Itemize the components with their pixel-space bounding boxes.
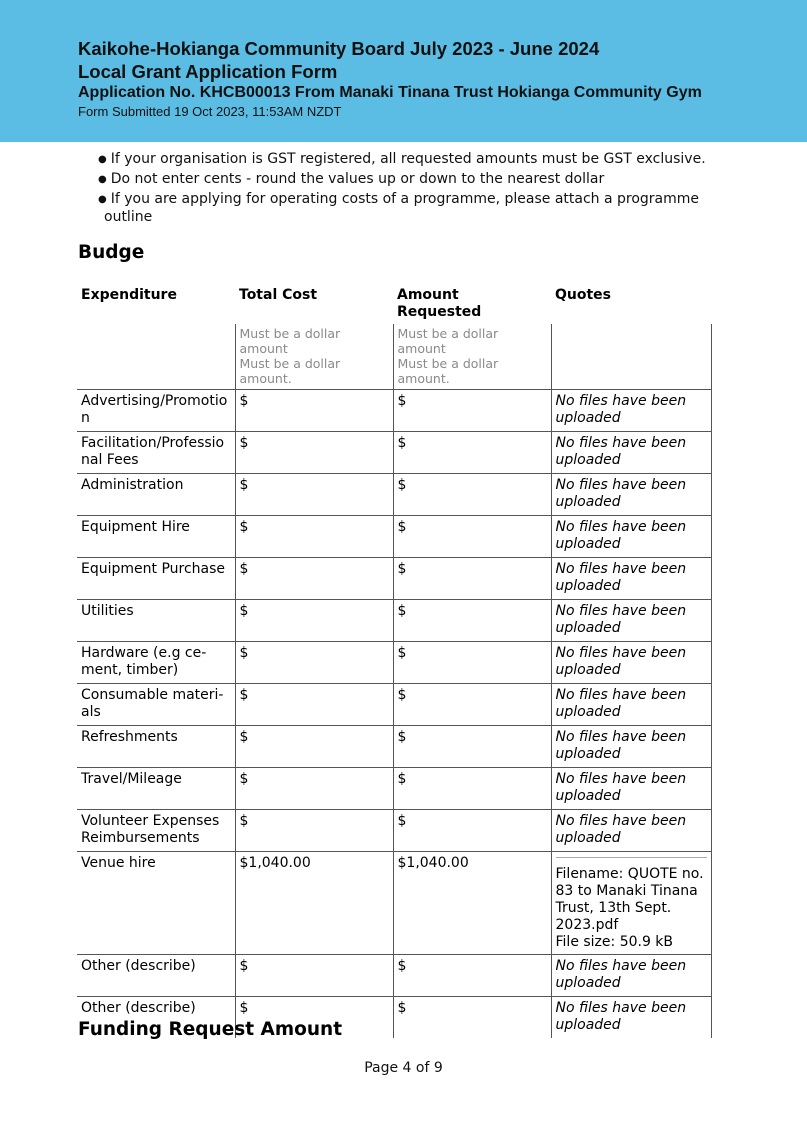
column-header-amount-requested: Amount Requested <box>397 287 482 320</box>
total-cost-cell: $ <box>235 684 393 726</box>
total-cost-cell: $ <box>235 726 393 768</box>
quotes-cell: No files have been uploaded <box>551 997 711 1039</box>
amount-requested-cell: $ <box>393 684 551 726</box>
quotes-cell: No files have been uploaded <box>551 955 711 997</box>
table-row <box>77 684 711 726</box>
table-row <box>77 390 711 432</box>
expenditure-cell: Equipment Hire <box>77 516 235 558</box>
instruction-item: ● Do not enter cents - round the values up or down to the nearest dollar <box>98 171 605 187</box>
total-cost-cell: $ <box>235 600 393 642</box>
expenditure-cell: Advertising/Promotion <box>77 390 235 432</box>
budget-heading: Budge <box>78 242 145 263</box>
expenditure-cell: Facilitation/Professional Fees <box>77 432 235 474</box>
form-header <box>0 0 807 142</box>
total-cost-cell: $ <box>235 955 393 997</box>
board-title: Kaikohe-Hokianga Community Board July 2023 - June 2024 <box>78 38 600 59</box>
hint-amount-requested: Must be a dollar amount Must be a dollar amount. <box>393 324 551 390</box>
application-number: Application No. KHCB00013 From Manaki Tinana Trust Hokianga Community Gym <box>78 84 702 101</box>
quotes-cell: No files have been uploaded <box>551 516 711 558</box>
total-cost-cell: $ <box>235 810 393 852</box>
table-row <box>77 558 711 600</box>
hint-cell-empty <box>551 324 711 390</box>
budget-table <box>77 284 712 1038</box>
hint-cell-empty <box>77 324 235 390</box>
quotes-cell: No files have been uploaded <box>551 474 711 516</box>
amount-requested-cell: $ <box>393 642 551 684</box>
table-row <box>77 600 711 642</box>
file-name[interactable]: Filename: QUOTE no. 83 to Manaki Tinana Trust, 13th Sept. 2023.pdf <box>555 866 704 933</box>
total-cost-cell: $ <box>235 558 393 600</box>
expenditure-cell: Travel/Mileage <box>77 768 235 810</box>
quotes-cell: No files have been uploaded <box>551 726 711 768</box>
expenditure-cell: Consumable materi-als <box>77 684 235 726</box>
hint-row <box>77 324 711 390</box>
table-row <box>77 768 711 810</box>
amount-requested-cell: $ <box>393 474 551 516</box>
form-title: Local Grant Application Form <box>78 61 338 82</box>
table-row <box>77 852 711 955</box>
file-divider <box>556 857 707 858</box>
instruction-item: ● If your organisation is GST registered, all requested amounts must be GST exclusive. <box>98 151 706 167</box>
column-header-total-cost: Total Cost <box>239 287 318 303</box>
amount-requested-cell: $ <box>393 390 551 432</box>
amount-requested-cell: $ <box>393 432 551 474</box>
table-header-row <box>77 284 711 324</box>
table-row <box>77 432 711 474</box>
expenditure-cell: Refreshments <box>77 726 235 768</box>
instruction-item: ● If you are applying for operating costs of a programme, please attach a programme outline <box>98 191 700 225</box>
expenditure-cell: Volunteer Expenses Reimbursements <box>77 810 235 852</box>
page-number: Page 4 of 9 <box>364 1060 443 1076</box>
total-cost-cell: $ <box>235 432 393 474</box>
amount-requested-cell: $ <box>393 600 551 642</box>
total-cost-cell: $ <box>235 390 393 432</box>
total-cost-cell: $1,040.00 <box>235 852 393 955</box>
expenditure-cell: Administration <box>77 474 235 516</box>
quote-file-cell <box>551 852 711 955</box>
quotes-cell: No files have been uploaded <box>551 390 711 432</box>
quotes-cell: No files have been uploaded <box>551 600 711 642</box>
quotes-cell: No files have been uploaded <box>551 558 711 600</box>
quotes-cell: No files have been uploaded <box>551 810 711 852</box>
expenditure-cell: Equipment Purchase <box>77 558 235 600</box>
column-header-expenditure: Expenditure <box>81 287 177 303</box>
bullet-icon: ● <box>98 154 107 165</box>
total-cost-cell: $ <box>235 642 393 684</box>
expenditure-cell: Other (describe) <box>77 997 235 1039</box>
total-cost-cell: $ <box>235 516 393 558</box>
expenditure-cell: Other (describe) <box>77 955 235 997</box>
amount-requested-cell: $ <box>393 997 551 1039</box>
quotes-cell: No files have been uploaded <box>551 432 711 474</box>
amount-requested-cell: $1,040.00 <box>393 852 551 955</box>
amount-requested-cell: $ <box>393 810 551 852</box>
total-cost-cell: $ <box>235 768 393 810</box>
quotes-cell: No files have been uploaded <box>551 684 711 726</box>
table-row <box>77 955 711 997</box>
expenditure-cell: Hardware (e.g ce-ment, timber) <box>77 642 235 684</box>
amount-requested-cell: $ <box>393 955 551 997</box>
file-size: File size: 50.9 kB <box>555 934 674 950</box>
funding-request-heading: Funding Request Amount <box>78 1019 343 1040</box>
amount-requested-cell: $ <box>393 558 551 600</box>
expenditure-cell: Venue hire <box>77 852 235 955</box>
table-row <box>77 810 711 852</box>
total-cost-cell: $ <box>235 997 393 1039</box>
quotes-cell: No files have been uploaded <box>551 642 711 684</box>
column-header-quotes: Quotes <box>555 287 612 303</box>
hint-total-cost: Must be a dollar amount Must be a dollar amount. <box>235 324 393 390</box>
total-cost-cell: $ <box>235 474 393 516</box>
table-row <box>77 474 711 516</box>
quotes-cell: No files have been uploaded <box>551 768 711 810</box>
bullet-icon: ● <box>98 194 107 205</box>
amount-requested-cell: $ <box>393 768 551 810</box>
bullet-icon: ● <box>98 174 107 185</box>
table-row <box>77 516 711 558</box>
table-row <box>77 726 711 768</box>
amount-requested-cell: $ <box>393 516 551 558</box>
expenditure-cell: Utilities <box>77 600 235 642</box>
submission-date: Form Submitted 19 Oct 2023, 11:53AM NZDT <box>78 104 342 119</box>
amount-requested-cell: $ <box>393 726 551 768</box>
table-row <box>77 642 711 684</box>
